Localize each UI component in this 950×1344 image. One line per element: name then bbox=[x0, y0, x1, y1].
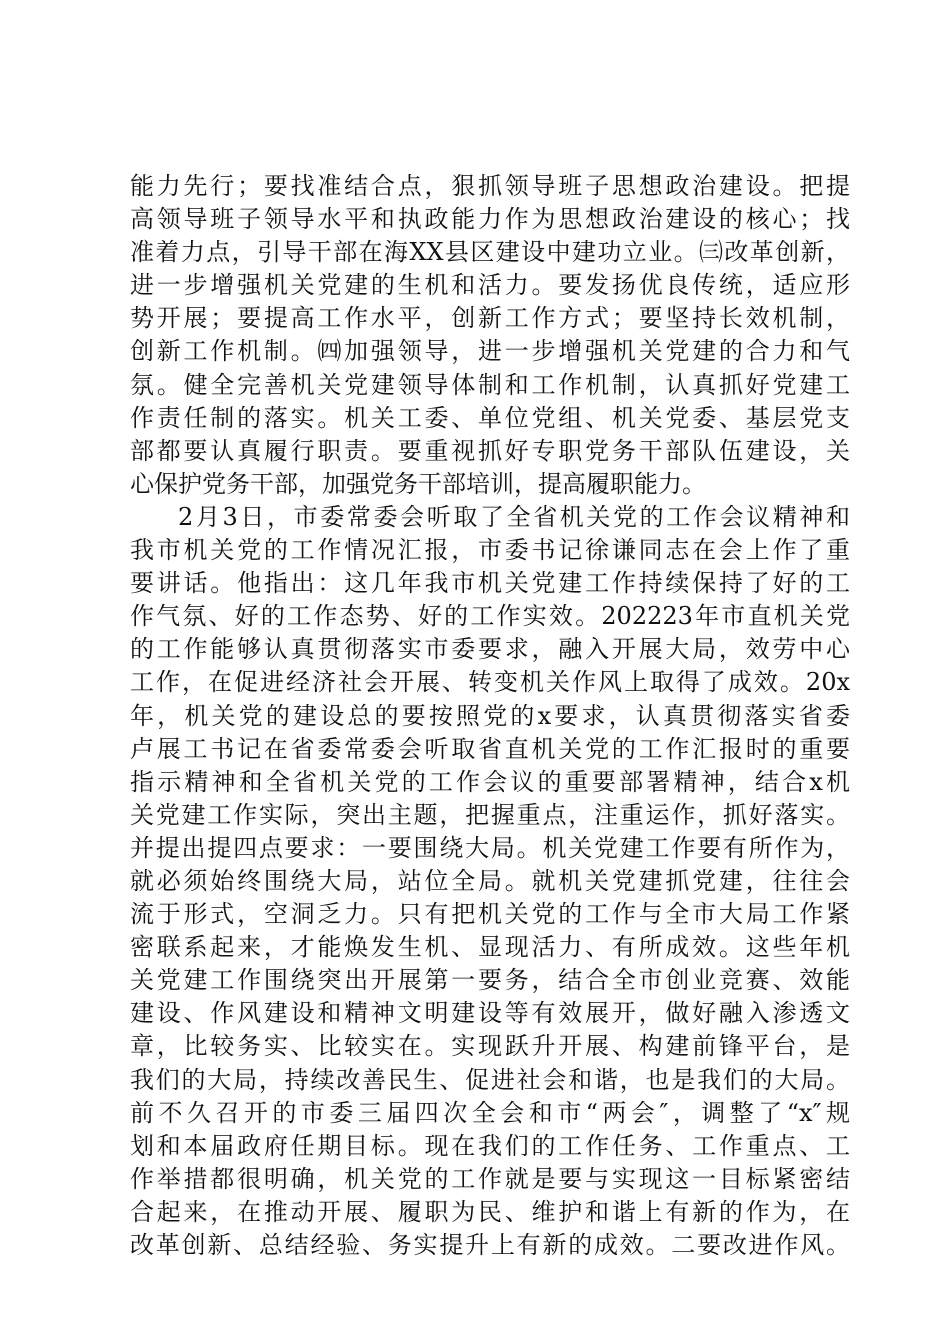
text-line: 2月3日，市委常委会听取了全省机关党的工作会议精神和 bbox=[178, 502, 850, 531]
text-line: 指示精神和全省机关党的工作会议的重要部署精神，结合x机 bbox=[130, 767, 850, 796]
text-line: 划和本届政府任期目标。现在我们的工作任务、工作重点、工 bbox=[130, 1131, 850, 1160]
paragraph bbox=[130, 501, 850, 1262]
text-line: 心保护党务干部，加强党务干部培训，提高履职能力。 bbox=[130, 469, 706, 498]
text-line: 章，比较务实、比较实在。实现跃升开展、构建前锋平台，是 bbox=[130, 1032, 850, 1061]
text-line: 前不久召开的市委三届四次全会和市“两会″，调整了“x″规 bbox=[130, 1098, 850, 1127]
text-line: 建设、作风建设和精神文明建设等有效展开，做好融入渗透文 bbox=[130, 999, 850, 1028]
text-line: 我们的大局，持续改善民生、促进社会和谐，也是我们的大局。 bbox=[130, 1065, 850, 1094]
text-line: 卢展工书记在省委常委会听取省直机关党的工作汇报时的重要 bbox=[130, 734, 850, 763]
text-line: 要讲话。他指出：这几年我市机关党建工作持续保持了好的工 bbox=[130, 569, 850, 598]
text-line: 部都要认真履行职责。要重视抓好专职党务干部队伍建设，关 bbox=[130, 436, 850, 465]
text-line: 我市机关党的工作情况汇报，市委书记徐谦同志在会上作了重 bbox=[130, 536, 850, 565]
text-line: 作责任制的落实。机关工委、单位党组、机关党委、基层党支 bbox=[130, 403, 850, 432]
text-line: 工作，在促进经济社会开展、转变机关作风上取得了成效。20x bbox=[130, 668, 850, 697]
text-line: 势开展；要提高工作水平，创新工作方式；要坚持长效机制， bbox=[130, 304, 850, 333]
text-line: 流于形式，空洞乏力。只有把机关党的工作与全市大局工作紧 bbox=[130, 900, 850, 929]
text-line: 能力先行；要找准结合点，狠抓领导班子思想政治建设。把提 bbox=[130, 172, 850, 200]
text-line: 的工作能够认真贯彻落实市委要求，融入开展大局，效劳中心 bbox=[130, 635, 850, 664]
text-line: 并提出提四点要求：一要围绕大局。机关党建工作要有所作为， bbox=[130, 833, 850, 862]
text-line: 高领导班子领导水平和执政能力作为思想政治建设的核心；找 bbox=[130, 205, 850, 234]
text-line: 准着力点，引导干部在海XX县区建设中建功立业。㈢改革创新， bbox=[130, 238, 850, 267]
text-line: 关党建工作围绕突出开展第一要务，结合全市创业竞赛、效能 bbox=[130, 966, 850, 995]
text-line: 合起来，在推动开展、履职为民、维护和谐上有新的作为，在 bbox=[130, 1197, 850, 1226]
text-line: 改革创新、总结经验、务实提升上有新的成效。二要改进作风。 bbox=[130, 1231, 850, 1259]
text-line: 就必须始终围绕大局，站位全局。就机关党建抓党建，往往会 bbox=[130, 866, 850, 895]
text-line: 作气氛、好的工作态势、好的工作实效。202223年市直机关党 bbox=[130, 602, 850, 631]
text-line: 密联系起来，才能焕发生机、显现活力、有所成效。这些年机 bbox=[130, 933, 850, 962]
text-line: 氛。健全完善机关党建领导体制和工作机制，认真抓好党建工 bbox=[130, 370, 850, 399]
text-line: 作举措都很明确，机关党的工作就是要与实现这一目标紧密结 bbox=[130, 1164, 850, 1193]
text-line: 创新工作机制。㈣加强领导，进一步增强机关党建的合力和气 bbox=[130, 337, 850, 366]
text-line: 进一步增强机关党建的生机和活力。要发扬优良传统，适应形 bbox=[130, 271, 850, 300]
text-line: 关党建工作实际，突出主题，把握重点，注重运作，抓好落实。 bbox=[130, 800, 850, 829]
text-line: 年，机关党的建设总的要按照党的x要求，认真贯彻落实省委 bbox=[130, 701, 850, 730]
document-body bbox=[130, 170, 850, 1262]
paragraph bbox=[130, 170, 850, 501]
